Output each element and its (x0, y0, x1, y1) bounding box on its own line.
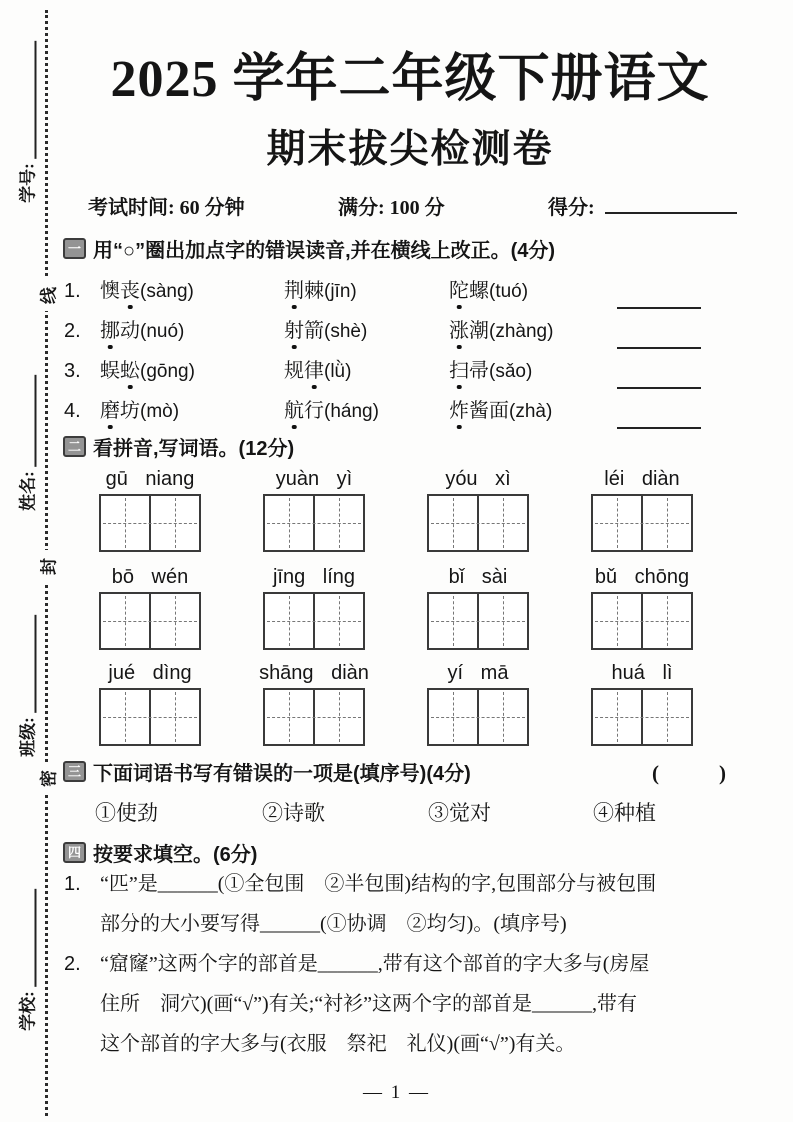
school-label: 学校: (18, 991, 38, 1031)
answer-blank[interactable] (617, 373, 701, 389)
dotted-word: 涨潮(zhàng) (449, 314, 617, 343)
pinyin-label: yuàn yì (275, 468, 353, 490)
section-3-number-badge: 三 (63, 761, 86, 782)
grid-cell[interactable] (101, 594, 149, 648)
student-number-label: 学号: (18, 163, 38, 203)
grid-cell[interactable] (313, 496, 363, 550)
seal-char-mi: 密 (35, 762, 60, 794)
dotted-word: 蜈蚣(gōng) (100, 354, 284, 383)
q1-row-number: 3. (64, 360, 81, 382)
grid-cell[interactable] (149, 496, 199, 550)
section-2-header (63, 432, 294, 461)
grid-cell[interactable] (641, 594, 691, 648)
writing-grid[interactable] (99, 494, 201, 552)
grid-cell[interactable] (641, 496, 691, 550)
dotted-word: 懊丧(sàng) (100, 274, 284, 303)
exam-info-row (88, 191, 758, 220)
pinyin-grid-row-1 (99, 468, 755, 552)
q1-row-number: 1. (64, 280, 81, 302)
grid-cell[interactable] (265, 594, 313, 648)
grid-cell[interactable] (429, 690, 477, 744)
writing-grid[interactable] (263, 494, 365, 552)
dotted-word: 规律(lǜ) (284, 354, 449, 383)
pinyin-label: bǐ sài (448, 566, 508, 588)
pinyin-label: jué dìng (108, 662, 192, 684)
pinyin-grid-row-2 (99, 566, 755, 650)
dotted-word: 挪动(nuó) (100, 314, 284, 343)
section-2-number-badge: 二 (63, 436, 86, 457)
pinyin-label: shāng diàn (259, 662, 369, 684)
pinyin-label: bǔ chōng (594, 566, 690, 588)
answer-bracket[interactable]: ( ) (652, 761, 732, 785)
dotted-word: 荆棘(jīn) (284, 274, 449, 303)
section-2-title: 看拼音,写词语。(12分) (93, 438, 295, 460)
dotted-word: 磨坊(mò) (100, 394, 284, 423)
q1-row-4 (64, 394, 764, 434)
writing-grid[interactable] (591, 494, 693, 552)
grid-cell[interactable] (149, 690, 199, 744)
student-name-blank[interactable] (23, 375, 36, 467)
score-blank[interactable] (605, 200, 737, 214)
grid-cell[interactable] (313, 690, 363, 744)
option-1: ①使劲 (95, 801, 158, 825)
class-blank[interactable] (23, 615, 36, 713)
grid-cell[interactable] (477, 496, 527, 550)
pinyin-label: huá lì (611, 662, 673, 684)
grid-cell[interactable] (593, 690, 641, 744)
dotted-word: 陀螺(tuó) (449, 274, 617, 303)
pinyin-label: gū niang (105, 468, 195, 490)
option-4: ④种植 (593, 801, 656, 825)
pinyin-label: yí mā (447, 662, 509, 684)
section-4-number-badge: 四 (63, 842, 86, 863)
grid-cell[interactable] (477, 690, 527, 744)
question-line: “匹”是______(①全包围 ②半包围)结构的字,包围部分与被包围 (100, 873, 657, 895)
dotted-word: 航行(háng) (284, 394, 449, 423)
school-blank[interactable] (23, 889, 36, 987)
q4-item-2 (64, 944, 769, 1064)
section-4-title: 按要求填空。(6分) (93, 844, 258, 866)
class-label: 班级: (18, 717, 38, 757)
section-3-header (63, 757, 643, 786)
exam-time: 考试时间: 60 分钟 (88, 197, 245, 219)
pinyin-label: léi diàn (604, 468, 680, 490)
question-line: 住所 洞穴)(画“√”)有关;“衬衫”这两个字的部首是______,带有 (100, 993, 638, 1015)
writing-grid[interactable] (427, 592, 529, 650)
dotted-word: 射箭(shè) (284, 314, 449, 343)
dotted-word: 炸酱面(zhà) (449, 394, 617, 423)
grid-cell[interactable] (313, 594, 363, 648)
pinyin-label: yóu xì (445, 468, 511, 490)
student-number-blank[interactable] (23, 41, 36, 159)
answer-blank[interactable] (617, 293, 701, 309)
student-name-field (14, 375, 39, 511)
section-1-number-badge: 一 (63, 238, 86, 259)
grid-cell[interactable] (477, 594, 527, 648)
grid-cell[interactable] (265, 496, 313, 550)
section-3-title: 下面词语书写有错误的一项是(填序号)(4分) (93, 763, 471, 785)
pinyin-label: jīng líng (272, 566, 356, 588)
grid-cell[interactable] (593, 496, 641, 550)
q1-row-2 (64, 314, 764, 354)
page-number: — 1 — (363, 1082, 430, 1103)
pinyin-label: bō wén (111, 566, 189, 588)
score-label: 得分: (548, 197, 595, 219)
student-number-field (14, 41, 39, 203)
question-line: “窟窿”这两个字的部首是______,带有这个部首的字大多与(房屋 (100, 953, 650, 975)
writing-grid[interactable] (263, 688, 365, 746)
question-line: 这个部首的字大多与(衣服 祭祀 礼仪)(画“√”)有关。 (100, 1033, 576, 1055)
class-field (14, 615, 39, 757)
option-3: ③觉对 (428, 801, 491, 825)
full-score: 满分: 100 分 (338, 197, 445, 219)
q1-row-1 (64, 274, 764, 314)
grid-cell[interactable] (265, 690, 313, 744)
answer-blank[interactable] (617, 333, 701, 349)
section-1-title: 用“○”圈出加点字的错误读音,并在横线上改正。(4分) (93, 240, 556, 262)
grid-cell[interactable] (593, 594, 641, 648)
question-line: 部分的大小要写得______(①协调 ②均匀)。(填序号) (100, 913, 567, 935)
writing-grid[interactable] (427, 688, 529, 746)
q1-row-number: 4. (64, 400, 81, 422)
q1-row-3 (64, 354, 764, 394)
exam-title: 2025 学年二年级下册语文 (110, 51, 710, 108)
option-2: ②诗歌 (262, 801, 325, 825)
grid-cell[interactable] (429, 496, 477, 550)
answer-blank[interactable] (617, 413, 701, 429)
grid-cell[interactable] (149, 594, 199, 648)
grid-cell[interactable] (641, 690, 691, 744)
pinyin-grid-row-3 (99, 662, 755, 746)
q4-item-number: 1. (64, 873, 81, 895)
q4-item-1 (64, 864, 769, 944)
section-4-header (63, 838, 257, 867)
writing-grid[interactable] (99, 688, 201, 746)
grid-cell[interactable] (429, 594, 477, 648)
dotted-word: 扫帚(sǎo) (449, 354, 617, 383)
grid-cell[interactable] (101, 690, 149, 744)
writing-grid[interactable] (591, 592, 693, 650)
section-1-header (63, 234, 555, 263)
writing-grid[interactable] (263, 592, 365, 650)
school-field (14, 889, 39, 1031)
writing-grid[interactable] (591, 688, 693, 746)
question-1-block (64, 274, 764, 434)
student-name-label: 姓名: (18, 471, 38, 511)
exam-subtitle: 期末拔尖检测卷 (266, 128, 554, 171)
seal-char-xian: 线 (35, 279, 60, 311)
writing-grid[interactable] (99, 592, 201, 650)
q4-item-number: 2. (64, 953, 81, 975)
grid-cell[interactable] (101, 496, 149, 550)
q1-row-number: 2. (64, 320, 81, 342)
seal-char-feng: 封 (35, 550, 60, 582)
writing-grid[interactable] (427, 494, 529, 552)
q3-options-row (95, 797, 656, 827)
